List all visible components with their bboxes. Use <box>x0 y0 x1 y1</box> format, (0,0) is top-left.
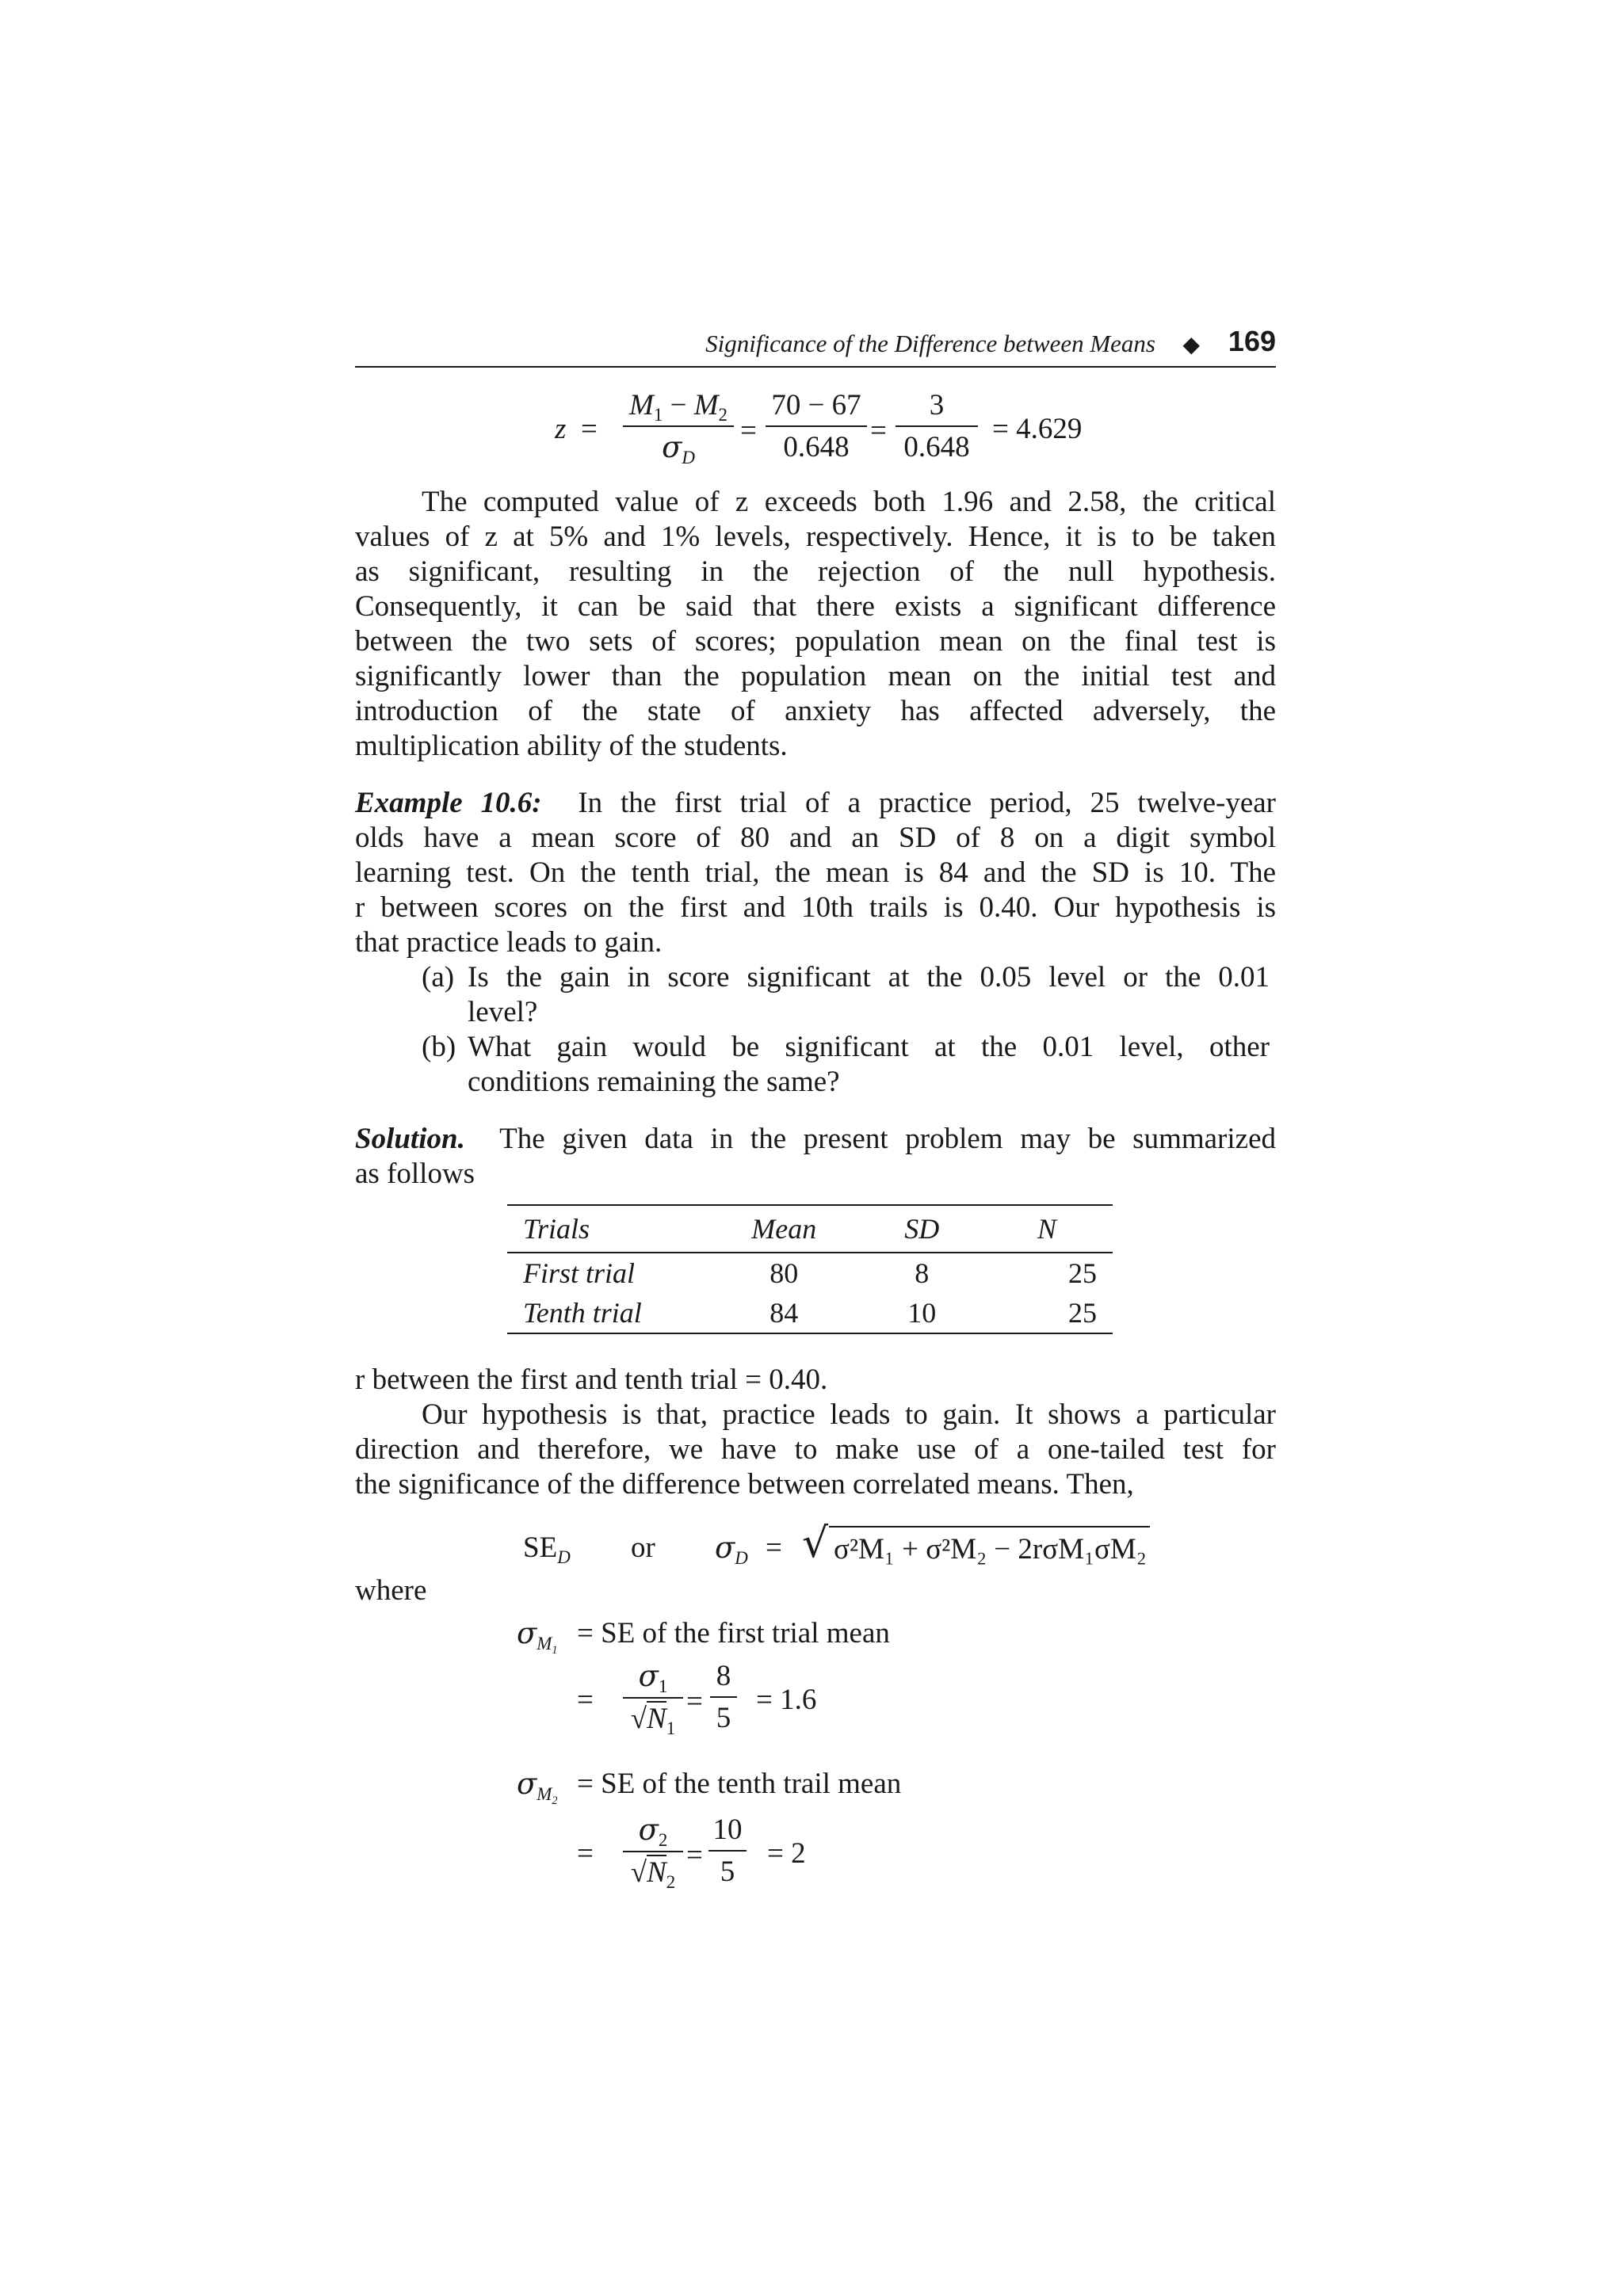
z-equals: = <box>581 413 598 445</box>
sigma-m2-eq: = <box>577 1837 594 1870</box>
z-fraction-1: $\frac{M_1 - M_2}{\sigma_D}$ <box>623 388 734 465</box>
paragraph-1-line: introduction of the state of anxiety has affected adversely, the <box>355 695 1276 727</box>
row-label: Tenth trial <box>523 1297 642 1329</box>
row-sd: 8 <box>915 1257 930 1289</box>
sigma-m1-def: = SE of the first trial mean <box>577 1617 890 1650</box>
z-lhs: z <box>555 413 567 445</box>
paragraph-1-line: between the two sets of scores; population mean on the final test is <box>355 625 1276 658</box>
example-line: r between scores on the first and 10th trails is 0.40. Our hypothesis is <box>355 891 1276 924</box>
header-trials: Trials <box>523 1213 590 1245</box>
header-mean: Mean <box>751 1213 817 1245</box>
paragraph-1-line: The computed value of z exceeds both 1.96 and 2.58, the critical <box>422 486 1276 518</box>
paragraph-1-line: values of z at 5% and 1% levels, respectively. Hence, it is to be taken <box>355 521 1276 553</box>
row-n: 25 <box>1068 1297 1097 1329</box>
sigma-m2-def: = SE of the tenth trail mean <box>577 1768 902 1800</box>
paragraph-2-line: Our hypothesis is that, practice leads to gain. It shows a particular <box>422 1398 1276 1431</box>
sed-or: or <box>631 1531 655 1564</box>
diamond-icon: ◆ <box>1182 333 1200 357</box>
header-n: N <box>1037 1213 1057 1245</box>
sed-lhs: $SE_D$ <box>523 1531 571 1568</box>
sigma-m2-fraction-2: $\frac{10}{5}$ <box>708 1813 747 1889</box>
z-equals-2: = <box>740 414 757 447</box>
sigma-m1-lhs: $\sigma_{M_1}$ <box>517 1616 558 1657</box>
row-mean: 84 <box>769 1297 799 1329</box>
sigma-m2-fraction: $\frac{\sigma_2}{√N_2}$ <box>623 1813 683 1890</box>
r-statement <box>355 1363 1276 1398</box>
paragraph-1 <box>355 485 1276 764</box>
where-label: where <box>355 1574 427 1607</box>
question-b-marker: (b) <box>422 1031 456 1063</box>
table-header-row <box>507 1205 1113 1253</box>
page-number: 169 <box>1228 325 1276 357</box>
sed-equals: = <box>766 1531 782 1564</box>
solution-label: Solution. <box>355 1123 465 1155</box>
question-b-text: What gain would be significant at the 0.01 level, other conditions remaining the same? <box>468 1031 1270 1098</box>
row-label: First trial <box>523 1257 636 1289</box>
example-label: Example 10.6: <box>355 787 542 819</box>
question-a-text: Is the gain in score significant at the 0.05 level or the 0.01 level? <box>468 961 1270 1028</box>
paragraph-2-line: direction and therefore, we have to make use of a one-tailed test for <box>355 1433 1276 1466</box>
solution-line: as follows <box>355 1158 475 1190</box>
trials-table <box>507 1204 1113 1334</box>
row-mean: 80 <box>769 1257 799 1289</box>
header-sd: SD <box>904 1213 940 1245</box>
paragraph-2 <box>355 1398 1276 1502</box>
solution <box>355 1122 1276 1192</box>
sigma-m1-eq-2: = <box>686 1685 703 1718</box>
sigma-m1-eq: = <box>577 1684 594 1716</box>
example-line: olds have a mean score of 80 and an SD of 8 on a digit symbol <box>355 822 1276 854</box>
sed-radicand: σ²M₁ + σ²M₂ − 2rσM₁σM₂ <box>829 1526 1150 1566</box>
paragraph-1-line: multiplication ability of the students. <box>355 730 788 762</box>
z-fraction-2: $\frac{70 - 67}{0.648}$ <box>766 388 867 464</box>
question-a-marker: (a) <box>422 961 455 994</box>
example-line: learning test. On the tenth trial, the mean is 84 and the SD is 10. The <box>355 856 1276 889</box>
r-statement-text: r between the first and tenth trial = 0.40. <box>355 1363 828 1396</box>
table-row <box>507 1293 1113 1333</box>
example-first-line: Example 10.6: In the first trial of a practice period, 25 twelve-year <box>355 787 1277 819</box>
sed-radical <box>802 1520 1147 1573</box>
z-fraction-3: $\frac{3}{0.648}$ <box>896 388 978 464</box>
paragraph-1-line: as significant, resulting in the rejection of the null hypothesis. <box>355 555 1276 588</box>
sigma-d: $\sigma_D$ <box>715 1531 748 1569</box>
sigma-m1-fraction-2: $\frac{8}{5}$ <box>710 1659 737 1735</box>
paragraph-1-line: Consequently, it can be said that there exists a significant difference <box>355 590 1276 623</box>
sqrt-symbol: √ <box>802 1520 829 1567</box>
paragraph-1-line: significantly lower than the population mean on the initial test and <box>355 660 1276 692</box>
z-equals-3: = <box>870 414 887 447</box>
sigma-m1-result: = 1.6 <box>756 1684 817 1716</box>
solution-first-line: Solution. The given data in the present problem may be summarized <box>355 1123 1277 1155</box>
row-sd: 10 <box>907 1297 937 1329</box>
table-row <box>507 1253 1113 1293</box>
sigma-m2-result: = 2 <box>767 1837 806 1870</box>
example-10-6 <box>355 786 1276 960</box>
example-line: that practice leads to gain. <box>355 926 663 959</box>
running-head <box>355 325 1276 368</box>
running-title: Significance of the Difference between Means <box>705 330 1155 357</box>
sigma-m1-fraction: $\frac{\sigma_1}{√N_1}$ <box>623 1659 683 1736</box>
sigma-m2-lhs: $\sigma_{M_2}$ <box>517 1767 558 1807</box>
z-result: = 4.629 <box>992 413 1083 445</box>
sigma-m2-eq-2: = <box>686 1839 703 1871</box>
paragraph-2-line: the significance of the difference between correlated means. Then, <box>355 1468 1134 1501</box>
row-n: 25 <box>1068 1257 1097 1289</box>
